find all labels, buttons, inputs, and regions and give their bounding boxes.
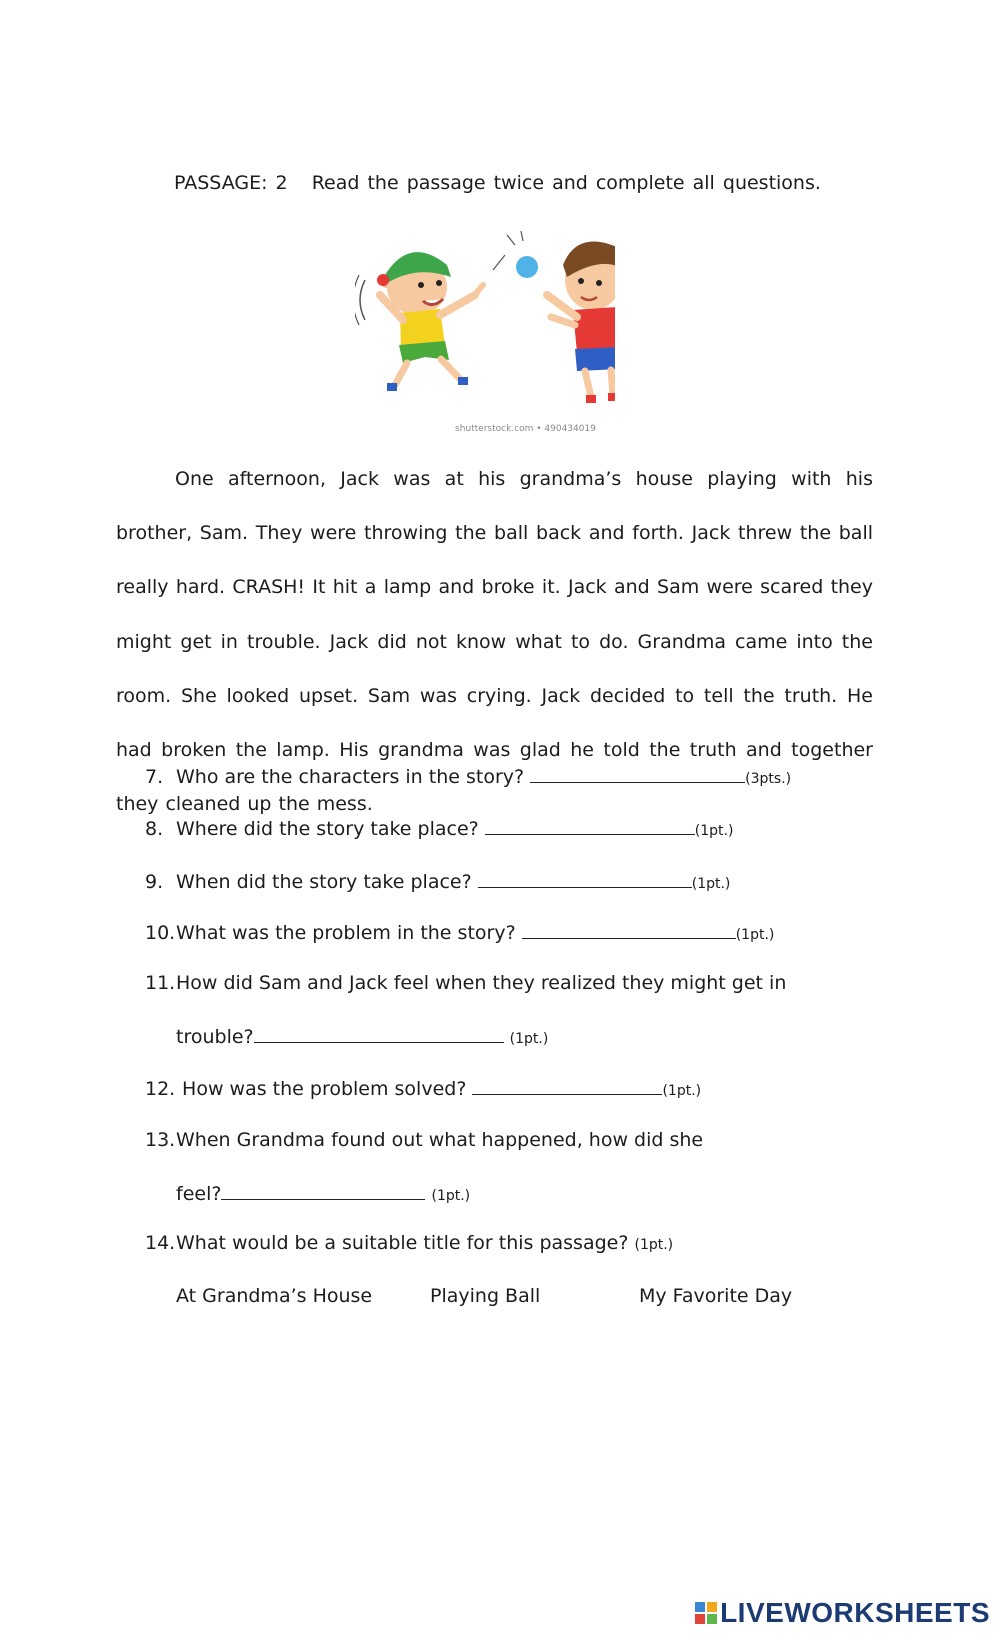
points-14: (1pt.) <box>634 1237 674 1253</box>
answer-blank-9[interactable] <box>478 869 692 888</box>
title-choice-1[interactable]: At Grandma’s House <box>176 1285 373 1307</box>
answer-blank-11[interactable] <box>254 1024 504 1043</box>
logo-text: LIVEWORKSHEETS <box>720 1597 990 1628</box>
question-11-continued <box>176 1024 548 1048</box>
question-9-text: When did the story take place? <box>176 871 472 893</box>
question-7-text: Who are the characters in the story? <box>176 766 525 788</box>
question-8-text: Where did the story take place? <box>176 818 479 840</box>
title-choice-3[interactable]: My Favorite Day <box>639 1285 793 1307</box>
answer-blank-10[interactable] <box>522 920 736 939</box>
boy-left <box>355 252 505 391</box>
ball <box>507 231 538 278</box>
question-9: 9. When did the story take place? (1pt.) <box>145 871 731 893</box>
question-14-text: What would be a suitable title for this passage? <box>176 1232 629 1254</box>
points-7: (3pts.) <box>745 771 792 787</box>
answer-blank-8[interactable] <box>485 816 695 835</box>
question-13-continued <box>176 1181 470 1205</box>
points-13: (1pt.) <box>431 1188 471 1204</box>
question-10: 10.What was the problem in the story? (1pt.) <box>145 922 775 944</box>
liveworksheets-logo <box>695 1596 990 1630</box>
question-10-text: What was the problem in the story? <box>176 922 516 944</box>
passage-heading <box>174 172 821 194</box>
answer-blank-12[interactable] <box>472 1076 662 1095</box>
question-11-cont-text: trouble? <box>176 1026 254 1048</box>
points-8: (1pt.) <box>694 823 734 839</box>
question-12-text: How was the problem solved? <box>182 1078 467 1100</box>
question-8: 8. Where did the story take place? (1pt.) <box>145 818 734 840</box>
question-14: 14.What would be a suitable title for this passage? (1pt.) <box>145 1232 674 1254</box>
passage-label: PASSAGE: 2 <box>174 172 288 194</box>
question-11-text: How did Sam and Jack feel when they realized they might get in <box>176 972 787 994</box>
passage-text: One afternoon, Jack was at his grandma’s house playing with his brother, Sam. They were throwing the ball back and forth. Jack threw the ball really hard. CRASH! It hit a lamp and broke it. Jack and Sam were scared they might get in trouble. Jack did not know what to do. Grandma came into the room. She looked upset. Sam was crying. Jack decided to tell the truth. He had broken the lamp. His grandma was glad he told the truth and together they cleaned up the mess. <box>116 468 873 816</box>
title-choice-2[interactable]: Playing Ball <box>430 1285 541 1307</box>
boy-right <box>547 241 615 403</box>
points-11: (1pt.) <box>509 1031 549 1047</box>
passage-instruction: Read the passage twice and complete all questions. <box>311 172 821 194</box>
points-9: (1pt.) <box>691 876 731 892</box>
question-12: 12. How was the problem solved? (1pt.) <box>145 1078 702 1100</box>
logo-mark-icon <box>695 1602 717 1624</box>
question-13-cont-text: feel? <box>176 1183 222 1205</box>
image-credit: shutterstock.com • 490434019 <box>455 424 596 434</box>
question-7: 7. Who are the characters in the story? (3pts.) <box>145 766 792 788</box>
answer-blank-13[interactable] <box>221 1181 425 1200</box>
points-10: (1pt.) <box>735 927 775 943</box>
children-playing-ball-illustration <box>355 225 615 435</box>
question-13: 13.When Grandma found out what happened, how did she <box>145 1129 704 1151</box>
question-13-text: When Grandma found out what happened, how did she <box>176 1129 704 1151</box>
points-12: (1pt.) <box>662 1083 702 1099</box>
answer-blank-7[interactable] <box>530 764 745 783</box>
question-11: 11.How did Sam and Jack feel when they realized they might get in <box>145 972 787 994</box>
